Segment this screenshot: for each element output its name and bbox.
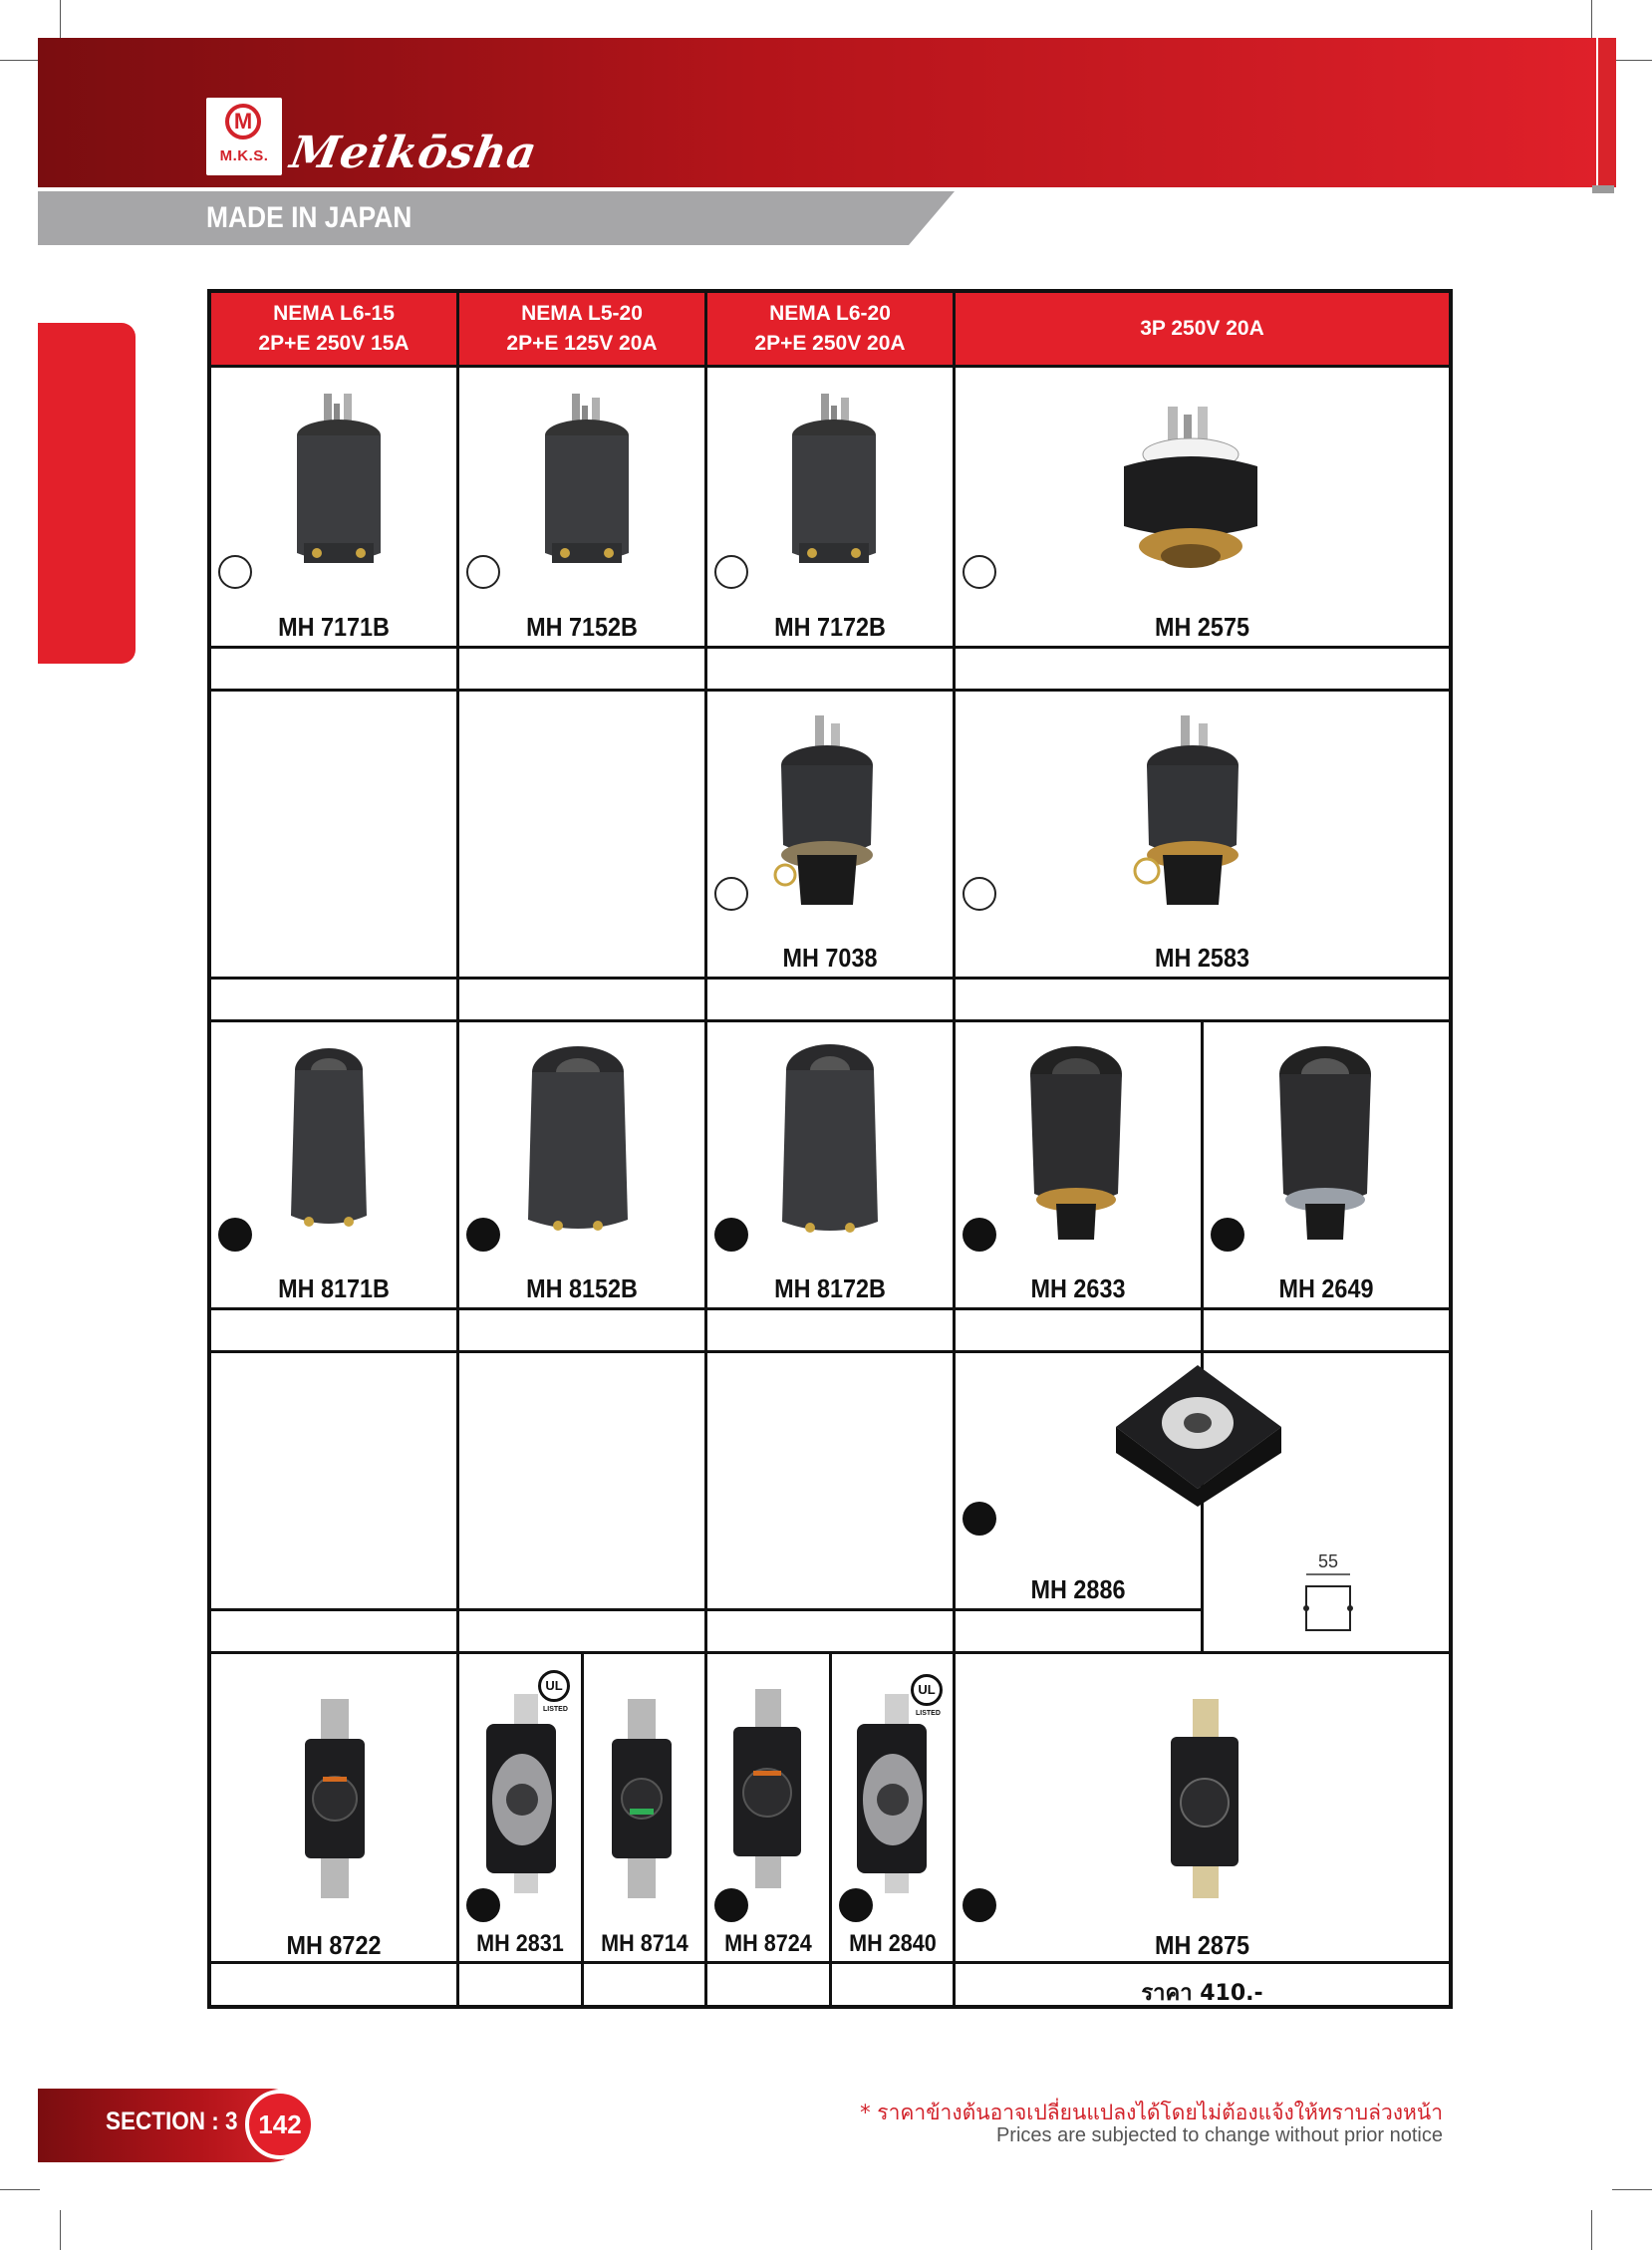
dimension-diagram (1300, 1570, 1356, 1636)
model-label: MH 8714 (601, 1930, 688, 1957)
brand-logo (206, 98, 282, 175)
wall-receptacle-image (1161, 1699, 1250, 1898)
model-label: MH 7038 (782, 943, 878, 973)
crop-mark (60, 0, 61, 40)
tagline: MADE IN JAPAN (206, 201, 413, 234)
tagline-band (38, 191, 955, 245)
header-line2: 2P+E 250V 20A (754, 332, 906, 355)
model-label: MH 2583 (1155, 943, 1249, 973)
ul-text: UL (918, 1682, 936, 1697)
connector-image (1267, 1044, 1383, 1240)
grid-line (953, 289, 956, 2009)
connector-image (518, 1044, 638, 1240)
receptacle-face-icon (218, 1218, 252, 1252)
receptacle-face-icon (963, 1502, 996, 1536)
model-label: MH 7152B (526, 612, 638, 642)
grid-line (211, 977, 1449, 980)
column-header (211, 293, 456, 365)
logo-m-circle: M (225, 104, 261, 140)
receptacle-face-icon (714, 1218, 748, 1252)
header-line2: 2P+E 250V 15A (258, 332, 410, 355)
receptacle-face-icon (466, 1888, 500, 1922)
plug-image (532, 394, 642, 573)
receptacle-face-icon (466, 1218, 500, 1252)
receptacle-face-icon (1211, 1218, 1244, 1252)
ul-text: UL (545, 1678, 563, 1693)
grid-line (211, 365, 1449, 368)
model-label: MH 2840 (849, 1930, 937, 1957)
wall-receptacle-image (849, 1694, 939, 1893)
receptacle-face-icon (714, 1888, 748, 1922)
section-label: SECTION : 3 (106, 2108, 238, 2135)
header-line1: NEMA L6-15 (273, 302, 395, 325)
page-number: 142 (245, 2090, 315, 2159)
ul-listed-text: LISTED (916, 1710, 941, 1717)
model-label: MH 8172B (774, 1273, 886, 1303)
model-label: MH 8722 (286, 1930, 382, 1960)
model-label: MH 8724 (724, 1930, 812, 1957)
crop-mark (1591, 0, 1592, 40)
plug-face-icon (714, 555, 748, 589)
plug-image (765, 715, 890, 915)
model-label: MH 7172B (774, 612, 886, 642)
plug-face-icon (963, 877, 996, 911)
column-header (956, 293, 1449, 365)
connector-image (772, 1042, 888, 1242)
header-line2: 2P+E 125V 20A (506, 332, 658, 355)
plug-face-icon (963, 555, 996, 589)
plug-image (1131, 715, 1255, 915)
crop-mark (60, 2210, 61, 2250)
model-label: MH 8152B (526, 1273, 638, 1303)
plug-image (779, 394, 889, 573)
column-header (459, 293, 704, 365)
grid-line (829, 1651, 832, 2009)
ul-listed-icon (911, 1674, 943, 1706)
surface-receptacle-image (1106, 1357, 1290, 1507)
grid-line (456, 289, 459, 2009)
header-line1: NEMA L5-20 (521, 302, 643, 325)
grid-line (211, 646, 1449, 649)
grid-line (1201, 1019, 1204, 1350)
price-note-english: Prices are subjected to change without prior notice (995, 2124, 1443, 2146)
connector-image (279, 1046, 379, 1236)
plug-face-icon (218, 555, 252, 589)
side-tab (38, 323, 136, 664)
wall-receptacle-image (602, 1699, 682, 1898)
logo-abbr: M.K.S. (219, 147, 269, 164)
crop-mark (1612, 60, 1652, 61)
receptacle-face-icon (839, 1888, 873, 1922)
model-label: MH 8171B (278, 1273, 390, 1303)
header-edge (1596, 38, 1616, 187)
wall-receptacle-image (478, 1694, 568, 1893)
plug-face-icon (714, 877, 748, 911)
header-line1: 3P 250V 20A (1140, 317, 1264, 340)
model-label: MH 2831 (476, 1930, 564, 1957)
receptacle-face-icon (963, 1218, 996, 1252)
grid-line (581, 1651, 584, 2009)
wall-receptacle-image (723, 1689, 813, 1888)
plug-image (284, 394, 394, 573)
price-label: ราคา 410.- (1141, 1981, 1263, 2006)
plug-face-icon (466, 555, 500, 589)
plug-image (1116, 407, 1265, 586)
column-header (707, 293, 953, 365)
model-label: MH 2633 (1030, 1273, 1126, 1303)
grid-line (211, 1350, 1449, 1353)
grid-line (211, 1019, 1449, 1022)
grid-line (211, 1307, 1449, 1310)
crop-mark (1591, 2210, 1592, 2250)
crop-mark (0, 2189, 40, 2190)
crop-mark (0, 60, 40, 61)
dimension-label: 55 (1317, 1551, 1339, 1571)
model-label: MH 2875 (1155, 1930, 1249, 1960)
price-note-thai: * ราคาข้างต้นอาจเปลี่ยนแปลงได้โดยไม่ต้องแจ้งให้ทราบล่วงหน้า (860, 2101, 1443, 2124)
ul-listed-icon (538, 1670, 570, 1702)
grid-line (704, 289, 707, 2009)
crop-mark (1612, 2189, 1652, 2190)
model-label: MH 2575 (1155, 612, 1249, 642)
ul-listed-text: LISTED (543, 1706, 568, 1713)
header-line1: NEMA L6-20 (769, 302, 891, 325)
grid-line (211, 689, 1449, 692)
model-label: MH 2886 (1030, 1574, 1126, 1604)
connector-image (1018, 1044, 1134, 1240)
model-label: MH 2649 (1278, 1273, 1374, 1303)
brand-name: Meikōsha (286, 128, 542, 178)
model-label: MH 7171B (278, 612, 390, 642)
wall-receptacle-image (295, 1699, 375, 1898)
header-edge-grey (1592, 185, 1614, 193)
receptacle-face-icon (963, 1888, 996, 1922)
